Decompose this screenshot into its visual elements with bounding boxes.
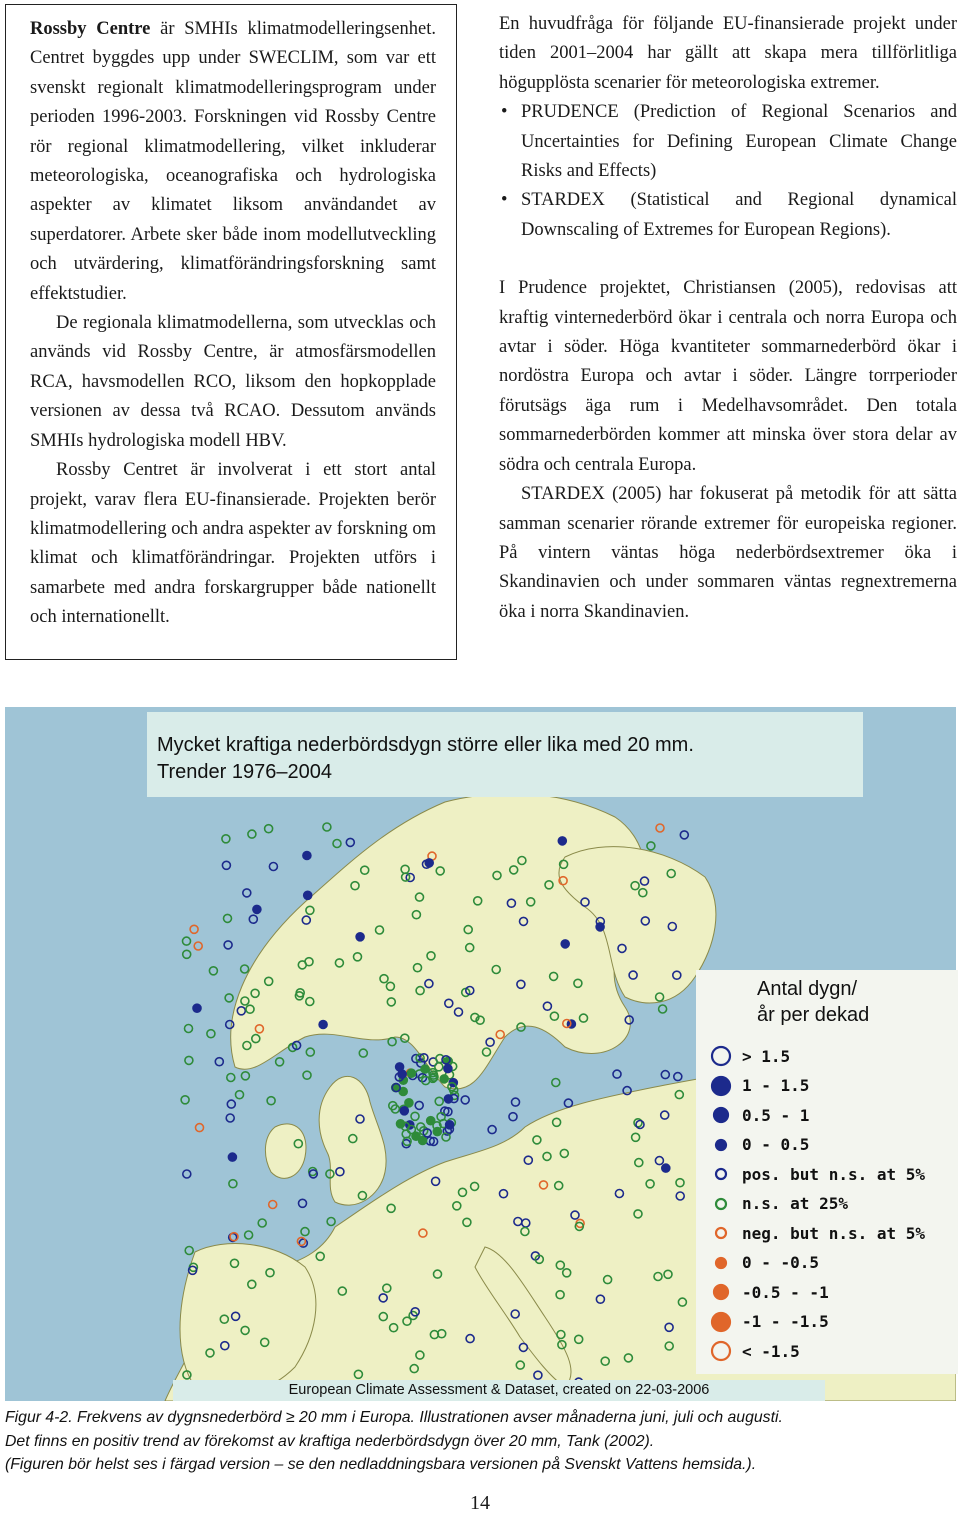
station-marker <box>253 905 261 913</box>
legend-label: -1 - -1.5 <box>742 1312 829 1331</box>
station-marker <box>596 923 604 931</box>
legend-marker-icon <box>710 1104 732 1126</box>
legend-title-line-1: Antal dygn/ <box>757 978 858 1000</box>
caption-line-1: Figur 4-2. Frekvens av dygnsnederbörd ≥ 20 mm i Europa. Illustrationen avser månaderna juni, juli och augusti. <box>5 1409 783 1426</box>
station-marker <box>446 1121 454 1129</box>
station-marker <box>304 891 312 899</box>
station-marker <box>396 1063 404 1071</box>
station-marker <box>421 1065 429 1073</box>
legend-label: n.s. at 25% <box>742 1194 848 1213</box>
station-marker <box>303 852 311 860</box>
legend-label: < -1.5 <box>742 1341 800 1361</box>
legend-entry <box>710 1308 829 1336</box>
legend-marker-icon <box>710 1163 732 1185</box>
rossby-centre-box <box>5 4 457 660</box>
legend-entry <box>710 1042 790 1070</box>
legend-marker-icon <box>710 1045 732 1067</box>
legend-label: neg. but n.s. at 5% <box>742 1223 926 1243</box>
legend-label: 1 - 1.5 <box>742 1076 810 1095</box>
legend-entry <box>710 1249 819 1277</box>
legend-title-line-2: år per dekad <box>757 1004 870 1026</box>
legend-label: pos. but n.s. at 5% <box>742 1164 926 1184</box>
legend-entry <box>710 1072 809 1100</box>
legend-entry <box>710 1160 925 1188</box>
legend-marker-icon <box>710 1222 732 1244</box>
station-marker <box>444 1065 452 1073</box>
ireland-landmass <box>265 1124 306 1178</box>
figure-title-line-1: Mycket kraftiga nederbördsdygn större eller lika med 20 mm. <box>157 734 694 756</box>
legend-label: -0.5 - -1 <box>742 1282 829 1302</box>
station-marker <box>356 933 364 941</box>
legend-marker-icon <box>710 1193 732 1215</box>
legend-entry <box>710 1337 800 1365</box>
legend-marker-icon <box>710 1340 732 1362</box>
legend-entry <box>710 1190 848 1218</box>
legend-label: 0.5 - 1 <box>742 1105 810 1125</box>
rossby-paragraph-1-text: är SMHIs klimatmodelleringsenhet. Centret byggdes upp under SWECLIM, som var ett svenskt regionalt klimatmodelleringsprogram under perioden 1996-2003. Forskningen vid Rossby Centre rör regional klimatmodellering, vilket inkluderar meteorologiska, oceanografiska och hydrologiska aspekter av klimatet liksom användandet av superdatorer. Arbete sker både inom modellutveckling och utvärdering, klimatförändringsforskning samt effektstudier. <box>30 19 436 304</box>
legend-marker-icon <box>710 1075 732 1097</box>
rossby-paragraph-1 <box>30 15 436 309</box>
station-marker <box>397 1120 405 1128</box>
map-legend <box>696 970 958 1374</box>
caption-line-2: Det finns en positiv trend av förekomst av kraftiga nederbördsdygn över 20 mm, Tank (2002). <box>5 1432 655 1450</box>
figure-title <box>147 712 863 797</box>
legend-label: > 1.5 <box>742 1046 791 1066</box>
legend-marker-icon <box>710 1281 732 1303</box>
station-marker <box>561 940 569 948</box>
caption-line-3: (Figuren bör helst ses i färgad version – se den nedladdningsbara versionen på Svenskt Vattens hemsida.). <box>5 1456 757 1473</box>
stardex-paragraph: STARDEX (2005) har fokuserat på metodik för att sätta samman scenarier rörande extremer för europeiska regioner. På vintern väntas höga nederbördsextremer öka i Skandinavien och under sommaren väntas regnextremerna öka i norra Skandinavien. <box>499 484 957 622</box>
station-marker <box>662 1164 670 1172</box>
station-marker <box>400 1107 408 1115</box>
eu-projects-intro: En huvudfråga för följande EU-finansierade projekt under tiden 2001–2004 har gällt att skapa mera tillförlitliga högupplösta scenarier för meteorologiska extremer. <box>499 14 957 93</box>
legend-entry <box>710 1278 829 1306</box>
rossby-paragraph-2: De regionala klimatmodellerna, som utvecklas och används vid Rossby Centre, är atmosfärsmodellen RCA, havsmodellen RCO, liksom den hopkopplade versionen av dessa två RCAO. Dessutom används SMHIs hydrologiska modell HBV. <box>30 313 436 451</box>
legend-entry <box>710 1101 809 1129</box>
page-number: 14 <box>470 1492 490 1514</box>
station-marker <box>193 1004 201 1012</box>
legend-entry <box>710 1131 809 1159</box>
legend-label: 0 - 0.5 <box>742 1135 810 1154</box>
bullet-prudence: • PRUDENCE (Prediction of Regional Scenarios and Uncertainties for Defining European Climate Change Risks and Effects) <box>499 98 957 186</box>
figure-caption <box>5 1406 955 1477</box>
legend-label: 0 - -0.5 <box>742 1253 820 1272</box>
figure-title-line-2: Trender 1976–2004 <box>157 761 332 783</box>
station-marker <box>319 1021 327 1029</box>
legend-entry <box>710 1219 925 1247</box>
prudence-paragraph: I Prudence projektet, Christiansen (2005), redovisas att kraftig vinternederbörd ökar i centrala och norra Europa och avtar i söder. Höga kvantiteter sommarnederbörd ökar i nordöstra Europa och avtar i söder. Längre torrperioder förutsägs äga rum i Medelhavsområdet. Den totala sommarnederbörden kommer att minska över stora delar av södra och centrala Europa. <box>499 278 957 475</box>
rossby-paragraph-3: Rossby Centret är involverat i ett stort antal projekt, varav flera EU-finansierade. Projekten berör klimatmodellering och andra aspekter av forskning om klimat och klimatförändringar. Projekten utförs i samarbete med andra forskargrupper både nationellt och internationellt. <box>30 460 436 628</box>
legend-marker-icon <box>710 1252 732 1274</box>
rossby-centre-bold: Rossby Centre <box>30 19 151 39</box>
bullet-stardex: • STARDEX (Statistical and Regional dynamical Downscaling of Extremes for European Regions). <box>499 186 957 245</box>
station-marker <box>228 1153 236 1161</box>
figure-credit: European Climate Assessment & Dataset, created on 22-03-2006 <box>173 1380 825 1401</box>
eu-projects-list <box>499 98 957 245</box>
right-column <box>499 10 957 627</box>
legend-marker-icon <box>710 1311 732 1333</box>
station-marker <box>440 1075 448 1083</box>
station-marker <box>558 837 566 845</box>
legend-marker-icon <box>710 1134 732 1156</box>
station-marker <box>407 1069 415 1077</box>
